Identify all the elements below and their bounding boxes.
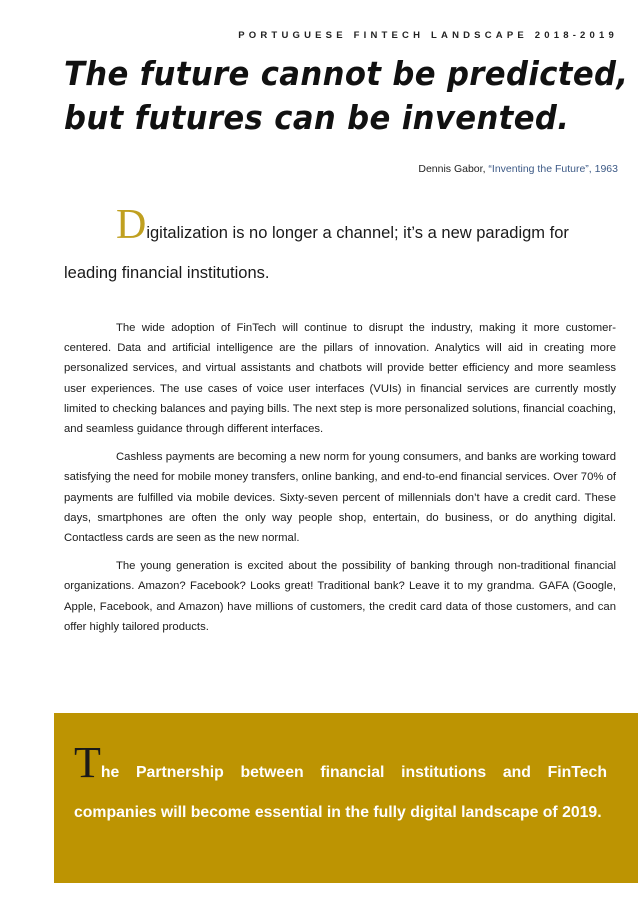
- lead-text: igitalization is no longer a channel; it’s a new paradigm for leading financial institutions.: [64, 224, 569, 282]
- body-paragraph-2: Cashless payments are becoming a new norm for young consumers, and banks are working toward satisfying the need for mobile money transfers, online banking, and end-to-end financial services. Over 70% of payments are fulfilled via mobile devices. Sixty-seven percent of millennials don’t have a credit card. These days, smartphones are often the only way people shop, entertain, do business, or do anything digital. Contactless cards are seen as the new normal.: [64, 451, 616, 545]
- page-title: [64, 52, 629, 140]
- lead-dropcap: D: [116, 202, 147, 248]
- title-line-1: The future cannot be predicted,: [64, 54, 629, 93]
- body-paragraph-3: The young generation is excited about the possibility of banking through non-traditional financial organizations. Amazon? Facebook? Looks great! Traditional bank? Leave it to my grandma. GAFA (Google, Apple, Facebook, and Amazon) have millions of customers, the credit card data of those customers, and can offer highly tailored products.: [64, 560, 616, 633]
- callout-text: he Partnership between financial institutions and FinTech companies will become essential in the fully digital landscape of 2019.: [74, 764, 607, 821]
- lead-paragraph: [64, 204, 616, 293]
- quote-author: Dennis Gabor,: [418, 163, 486, 175]
- title-line-2: but futures can be invented.: [64, 98, 570, 137]
- callout-dropcap: T: [74, 738, 101, 787]
- running-header: PORTUGUESE FINTECH LANDSCAPE 2018-2019: [238, 30, 618, 41]
- body-paragraph-1: The wide adoption of FinTech will continue to disrupt the industry, making it more customer-centered. Data and artificial intelligence are the pillars of innovation. Analytics will aid in creating more personalized services, and virtual assistants and chatbots will provide better efficiency and more seamless user experiences. The use cases of voice user interfaces (VUIs) in financial services are currently mostly limited to checking balances and paying bills. The next step is more personalized solutions, financial coaching, and seamless guidance through different interfaces.: [64, 322, 616, 436]
- body-text: [64, 318, 616, 645]
- callout-box: [54, 713, 638, 883]
- quote-attribution: [418, 163, 618, 175]
- callout-text-block: [74, 738, 607, 833]
- quote-source: “Inventing the Future”, 1963: [488, 163, 618, 175]
